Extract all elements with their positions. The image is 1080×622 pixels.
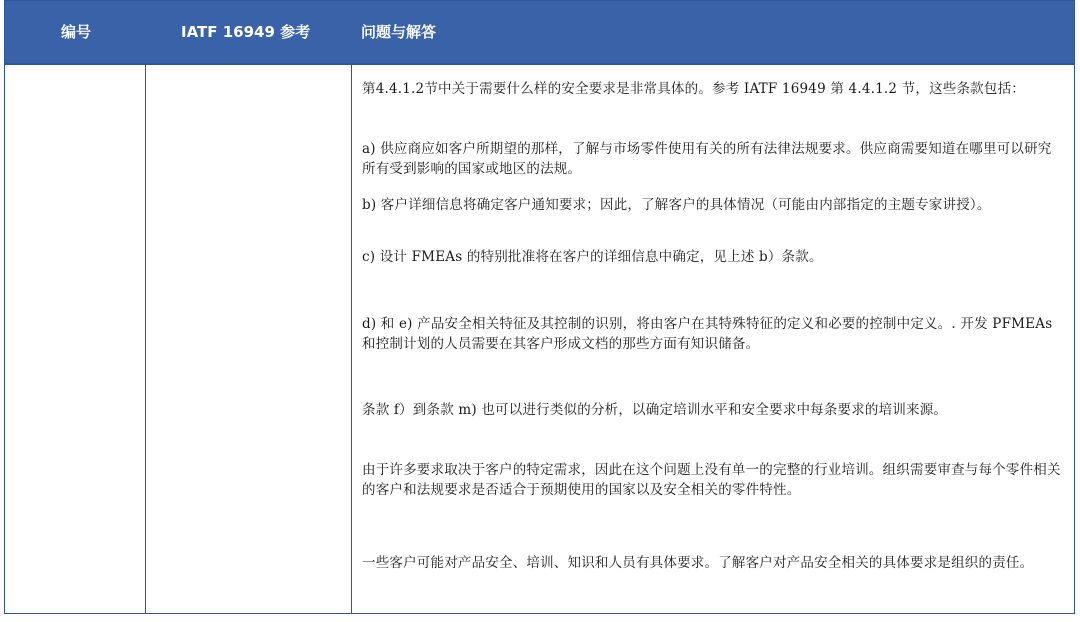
cell-number [5, 65, 146, 613]
table-row [5, 65, 1074, 613]
header-number: 编号 [61, 23, 92, 41]
qa-table [4, 0, 1075, 614]
paragraph-a: a) 供应商应如客户所期望的那样，了解与市场零件使用有关的所有法律法规要求。供应商需要知道在哪里可以研究所有受到影响的国家或地区的法规。 [362, 141, 1052, 177]
header-qa: 问题与解答 [361, 23, 437, 41]
paragraph-intro: 第4.4.1.2节中关于需要什么样的安全要求是非常具体的。参考 IATF 16949 第 4.4.1.2 节，这些条款包括： [362, 81, 1025, 97]
paragraph-c: c) 设计 FMEAs 的特别批准将在客户的详细信息中确定，见上述 b）条款。 [362, 249, 823, 265]
cell-qa [352, 65, 1072, 613]
header-reference: IATF 16949 参考 [181, 23, 311, 41]
paragraph-d-e: d) 和 e) 产品安全相关特征及其控制的识别，将由客户在其特殊特征的定义和必要的控制中定义。. 开发 PFMEAs 和控制计划的人员需要在其客户形成文档的那些方面有知识储备。 [362, 316, 1053, 352]
paragraph-b: b) 客户详细信息将确定客户通知要求；因此，了解客户的具体情况（可能由内部指定的主题专家讲授）。 [362, 197, 991, 213]
cell-reference [146, 65, 352, 613]
table-header [5, 1, 1074, 65]
paragraph-training: 由于许多要求取决于客户的特定需求，因此在这个问题上没有单一的完整的行业培训。组织需要审查与每个零件相关的客户和法规要求是否适合于预期使用的国家以及安全相关的零件特性。 [362, 462, 1061, 498]
paragraph-f-m: 条款 f）到条款 m) 也可以进行类似的分析，以确定培训水平和安全要求中每条要求的培训来源。 [362, 402, 948, 418]
paragraph-responsibility: 一些客户可能对产品安全、培训、知识和人员有具体要求。了解客户对产品安全相关的具体要求是组织的责任。 [362, 555, 1034, 571]
